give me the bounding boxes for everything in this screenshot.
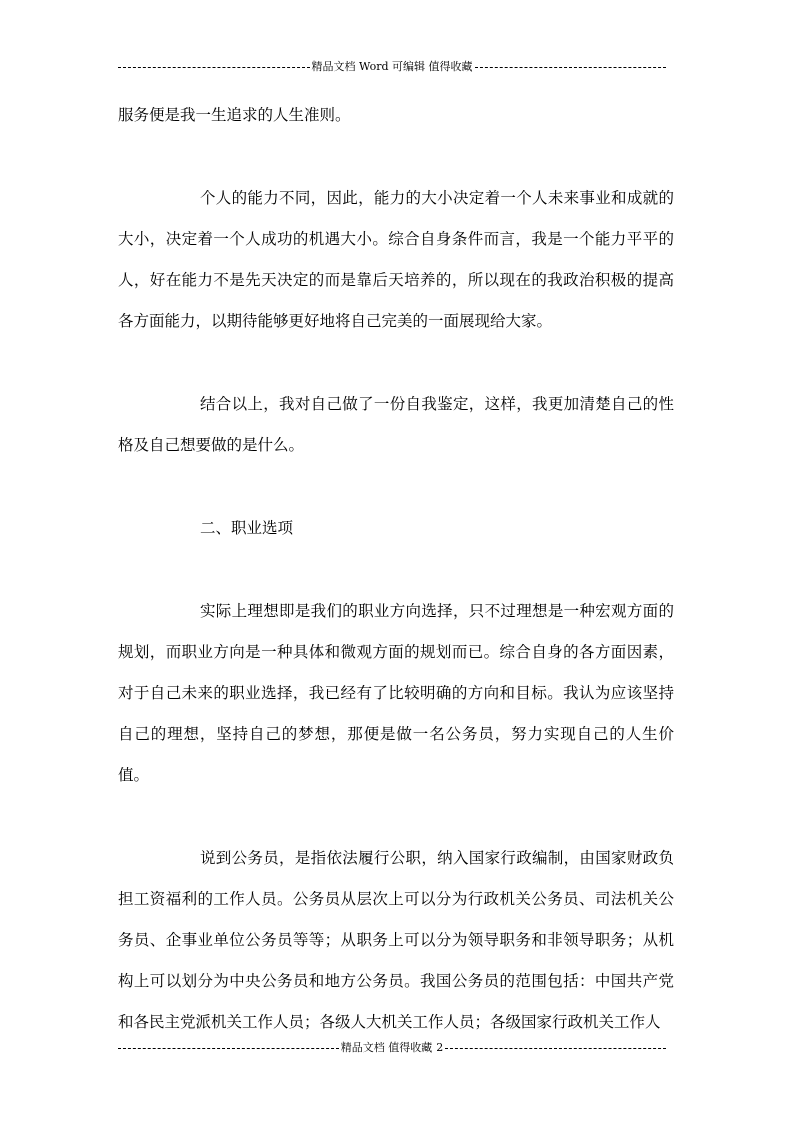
header-dash-left [118,67,310,68]
page-header [118,60,666,74]
paragraph-continuation: 服务便是我一生追求的人生准则。 [118,106,351,124]
footer-text: 精品文档 值得收藏 [340,1041,433,1054]
header-text: 精品文档 Word 可编辑 值得收藏 [311,60,473,73]
page-number: 2 [436,1041,444,1054]
header-dash-right [475,67,667,68]
paragraph-career-direction: 实际上理想即是我们的职业方向选择，只不过理想是一种宏观方面的规划，而职业方向是一种具体和微观方面的规划而已。综合自身的各方面因素，对于自己未来的职业选择，我已经有了比较明确的方向和目标。我认为应该坚持自己的理想，坚持自己的梦想，那便是做一名公务员，努力实现自己的人生价值。 [118,602,674,784]
paragraph-civil-servant: 说到公务员，是指依法履行公职，纳入国家行政编制，由国家财政负担工资福利的工作人员。公务员从层次上可以分为行政机关公务员、司法机关公务员、企事业单位公务员等等；从职务上可以分为领导职务和非领导职务；从机构上可以划分为中央公务员和地方公务员。我国公务员的范围包括：中国共产党和各民主党派机关工作人员；各级人大机关工作人员；各级国家行政机关工作人 [118,849,674,1031]
footer-dash-left [118,1048,339,1049]
paragraph-self-assessment: 结合以上，我对自己做了一份自我鉴定，这样，我更加清楚自己的性格及自己想要做的是什么。 [118,395,674,454]
paragraph-ability: 个人的能力不同，因此，能力的大小决定着一个人未来事业和成就的大小，决定着一个人成功的机遇大小。综合自身条件而言，我是一个能力平平的人，好在能力不是先天决定的而是靠后天培养的，所以现在的我政治积极的提高各方面能力，以期待能够更好地将自己完美的一面展现给大家。 [118,189,674,330]
section-heading: 二、职业选项 [200,519,294,537]
page-footer [118,1041,666,1055]
document-body [118,95,674,1043]
footer-dash-right [445,1048,666,1049]
